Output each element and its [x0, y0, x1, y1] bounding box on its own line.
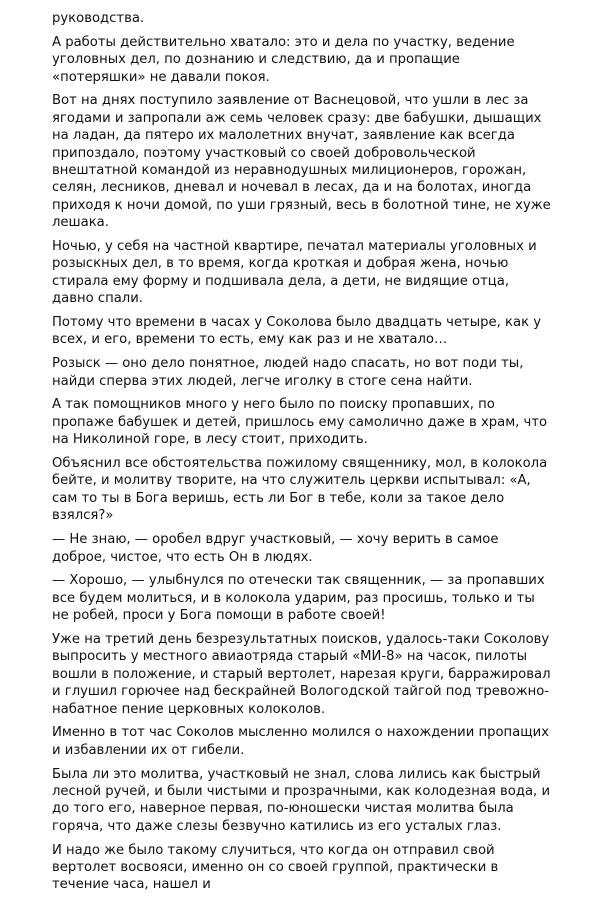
paragraph-3: Вот на днях поступило заявление от Васнецовой, что ушли в лес за ягодами и запропали аж семь человек сразу: две бабушки, дышащих на ладан, да пятеро их малолетних внучат, заявление как всегда припоздало, поэтому участковый со своей добровольческой внештатной командой из неравнодушных милиционеров, горожан, селян, лесников, дневал и ночевал в лесах, да и на болотах, иногда приходя к ночи домой, по уши грязный, весь в болотной тине, не хуже лешака.	[52, 93, 551, 231]
paragraph-11: Уже на третий день безрезультатных поисков, удалось-таки Соколову выпросить у местного авиаотряда старый «МИ-8» на часок, пилоты вошли в положение, и старый вертолет, нарезая круги, барражировал и глушил горючее над бескрайней Вологодской тайгой под тревожно-набатное пение церковных колоколов.	[52, 631, 551, 717]
paragraph-6: Розыск — оно дело понятное, людей надо спасать, но вот поди ты, найди сперва этих людей, легче иголку в стоге сена найти.	[52, 356, 524, 389]
paragraph-12: Именно в тот час Соколов мысленно молился о нахождении пропащих и избавлении их от гибели.	[52, 725, 550, 758]
paragraph-4: Ночью, у себя на частной квартире, печатал материалы уголовных и розыскных дел, в то время, когда кроткая и добрая жена, ночью стирала ему форму и подшивала дела, а дети, не видящие отца, давно спали.	[52, 239, 537, 307]
paragraph-10: — Хорошо, — улыбнулся по отечески так священник, — за пропавших все будем молиться, и в колокола ударим, раз просишь, только и ты не робей, проси у Бога помощи в работе своей!	[52, 573, 545, 624]
paragraph-5: Потому что времени в часах у Соколова было двадцать четыре, как у всех, и его, времени то есть, ему как раз и не хватало…	[52, 315, 542, 348]
paragraph-13: Была ли это молитва, участковый не знал, слова лились как быстрый лесной ручей, и были чистыми и прозрачными, как колодезная вода, и до того его, наверное первая, по-юношески чистая молитва была горяча, что даже слезы безвучно катились из его усталых глаз.	[52, 766, 551, 834]
paragraph-7: А так помощников много у него было по поиску пропавших, по пропаже бабушек и детей, пришлось ему самолично даже в храм, что на Николиной горе, в лесу стоит, приходить.	[52, 397, 548, 448]
paragraph-1: руководства.	[52, 11, 145, 26]
document-page	[52, 10, 552, 900]
paragraph-8: Объяснил все обстоятельства пожилому священнику, мол, в колокола бейте, и молитву творите, на что служитель церкви испытывал: «А, сам то ты в Бога веришь, есть ли Бог в тебе, коли за такое дело взялся?»	[52, 456, 548, 524]
paragraph-9: — Не знаю, — оробел вдруг участковый, — хочу верить в самое доброе, чистое, что есть Он в людях.	[52, 532, 499, 565]
paragraph-14: И надо же было такому случиться, что когда он отправил свой вертолет восвояси, именно он со своей группой, практически в течение часа, нашел и	[52, 842, 499, 893]
paragraph-2: А работы действительно хватало: это и дела по участку, ведение уголовных дел, по дознанию и следствию, да и пропащие «потеряшки» не давали покоя.	[52, 34, 515, 85]
